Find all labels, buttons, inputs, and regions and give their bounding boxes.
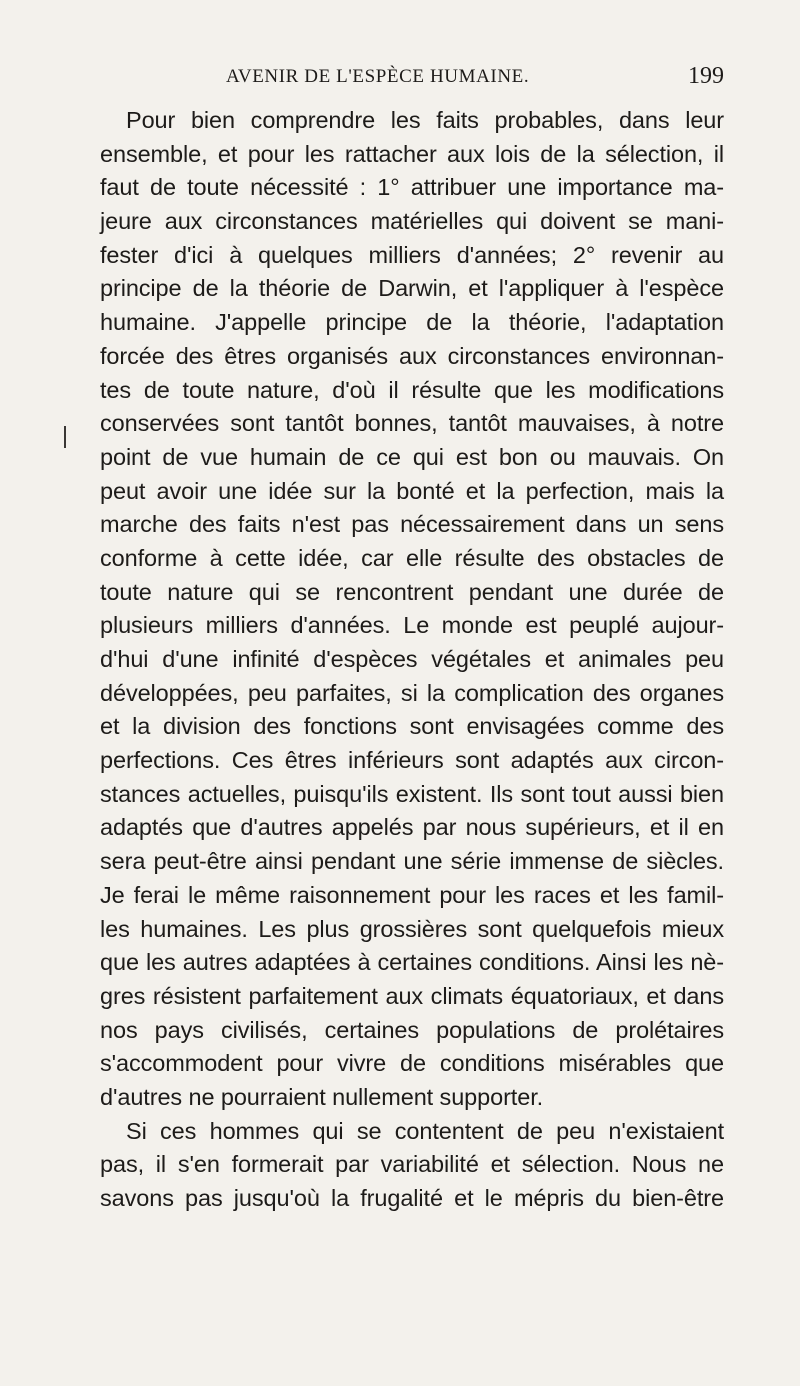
text-line: conforme à cette idée, car elle résulte des obstacles de xyxy=(100,544,724,571)
text-line: sera peut-être ainsi pendant une série immense de siècles. xyxy=(100,848,724,875)
text-line: plusieurs milliers d'années. Le monde est peuplé aujour- xyxy=(100,612,724,639)
text-line: conservées sont tantôt bonnes, tantôt mauvaises, à notre xyxy=(100,410,724,437)
body-text xyxy=(100,104,724,1216)
text-line: toute nature qui se rencontrent pendant une durée de xyxy=(100,578,724,605)
text-line: que les autres adaptées à certaines conditions. Ainsi les nè- xyxy=(100,949,724,976)
text-line: forcée des êtres organisés aux circonstances environnan- xyxy=(100,342,724,369)
text-line: et la division des fonctions sont envisagées comme des xyxy=(100,713,724,740)
text-line: Pour bien comprendre les faits probables, dans leur xyxy=(126,107,724,133)
text-line: peut avoir une idée sur la bonté et la perfection, mais la xyxy=(100,477,724,504)
text-line: ensemble, et pour les rattacher aux lois de la sélection, il xyxy=(100,140,724,167)
text-line: d'autres ne pourraient nullement supporter. xyxy=(100,1083,544,1110)
text-line: adaptés que d'autres appelés par nous supérieurs, et il en xyxy=(100,814,724,841)
text-line: jeure aux circonstances matérielles qui doivent se mani- xyxy=(100,208,724,235)
text-line: stances actuelles, puisqu'ils existent. Ils sont tout aussi bien xyxy=(100,780,724,807)
margin-mark xyxy=(64,426,66,448)
text-line: Si ces hommes qui se contentent de peu n'existaient xyxy=(126,1117,724,1144)
text-line: s'accommodent pour vivre de conditions misérables que xyxy=(100,1050,724,1077)
text-line: principe de la théorie de Darwin, et l'appliquer à l'espèce xyxy=(100,275,724,302)
running-title: AVENIR DE L'ESPÈCE HUMAINE. xyxy=(226,66,530,87)
text-line: nos pays civilisés, certaines populations de prolétaires xyxy=(100,1016,724,1043)
text-line: savons pas jusqu'où la frugalité et le mépris du bien-être xyxy=(100,1185,724,1211)
text-line: marche des faits n'est pas nécessairement dans un sens xyxy=(100,511,724,538)
text-line: fester d'ici à quelques milliers d'années; 2° revenir au xyxy=(100,241,724,268)
text-line: développées, peu parfaites, si la complication des organes xyxy=(100,679,724,706)
text-line: d'hui d'une infinité d'espèces végétales et animales peu xyxy=(100,646,724,672)
page-number: 199 xyxy=(688,63,724,89)
text-line: point de vue humain de ce qui est bon ou mauvais. On xyxy=(100,443,724,470)
text-line: gres résistent parfaitement aux climats équatoriaux, et dans xyxy=(100,982,724,1009)
text-line: perfections. Ces êtres inférieurs sont adaptés aux circon- xyxy=(100,747,724,774)
text-line: pas, il s'en formerait par variabilité et sélection. Nous ne xyxy=(100,1151,724,1178)
text-line: humaine. J'appelle principe de la théorie, l'adaptation xyxy=(100,309,724,336)
page-header xyxy=(200,63,724,96)
text-line: tes de toute nature, d'où il résulte que les modifications xyxy=(100,376,724,403)
text-line: les humaines. Les plus grossières sont quelquefois mieux xyxy=(100,915,724,942)
text-line: Je ferai le même raisonnement pour les races et les famil- xyxy=(100,881,724,908)
text-line: faut de toute nécessité : 1° attribuer une importance ma- xyxy=(100,174,724,201)
